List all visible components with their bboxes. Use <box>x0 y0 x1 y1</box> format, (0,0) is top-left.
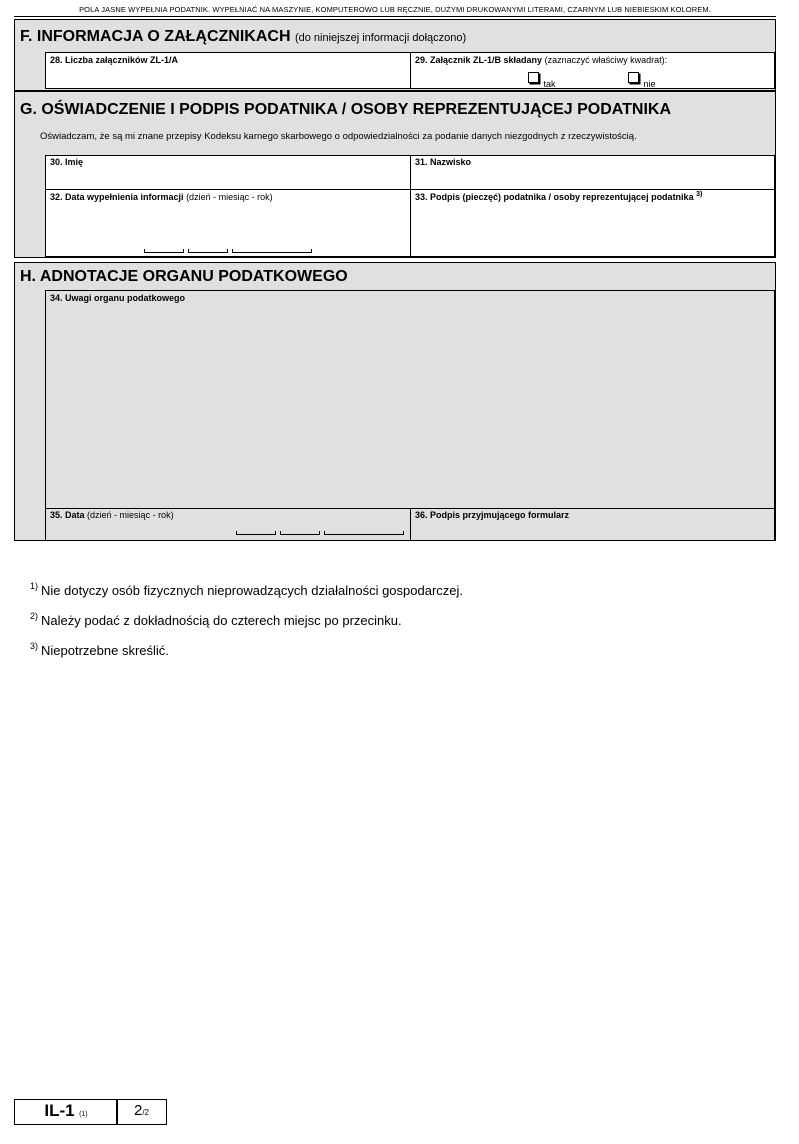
declaration-text: Oświadczam, że są mi znane przepisy Kodeksu karnego skarbowego o odpowiedzialności za podanie danych niezgodnych z rzeczywistością. <box>40 131 637 142</box>
field-31-label: 31. Nazwisko <box>415 157 472 167</box>
footnote-3 <box>30 641 169 658</box>
checkbox-no-option[interactable] <box>628 69 655 87</box>
section-f-note: (do niniejszej informacji dołączono) <box>294 32 467 44</box>
footnote-2-number: 2) <box>30 611 39 621</box>
page-number-box <box>116 1099 167 1125</box>
field-34-tax-office-notes <box>45 290 775 509</box>
field-35-year-box <box>324 531 404 535</box>
form-code-box <box>14 1099 118 1125</box>
field-33-label <box>415 191 702 202</box>
checkbox-yes[interactable] <box>528 72 539 83</box>
field-30-first-name[interactable] <box>45 155 411 190</box>
section-f-title <box>20 28 466 46</box>
checkbox-yes-option[interactable] <box>528 69 555 87</box>
page-number: 2 <box>133 1102 143 1119</box>
footnote-2-text: Należy podać z dokładnością do czterech miejsc po przecinku. <box>41 613 402 628</box>
field-32-label <box>50 192 273 202</box>
section-f-title-text: F. INFORMACJA O ZAŁĄCZNIKACH <box>20 28 291 45</box>
field-30-label: 30. Imię <box>50 157 84 167</box>
page-total: /2 <box>142 1108 149 1117</box>
field-32-day-box[interactable] <box>144 249 184 253</box>
checkbox-yes-label: tak <box>543 79 556 89</box>
field-33-footnote-ref: 3) <box>696 191 703 198</box>
field-28-label: 28. Liczba załączników ZL-1/A <box>50 55 179 65</box>
field-32-note: (dzień - miesiąc - rok) <box>186 192 273 202</box>
field-36-label: 36. Podpis przyjmującego formularz <box>415 510 570 520</box>
checkbox-no-label: nie <box>643 79 656 89</box>
field-34-label: 34. Uwagi organu podatkowego <box>50 293 186 303</box>
footnote-3-text: Niepotrzebne skreślić. <box>41 643 169 658</box>
field-35-month-box <box>280 531 320 535</box>
field-32-month-box[interactable] <box>188 249 228 253</box>
fill-instruction: POLA JASNE WYPEŁNIA PODATNIK. WYPEŁNIAĆ NA MASZYNIE, KOMPUTEROWO LUB RĘCZNIE, DUŻYMI DRUKOWANYMI LITERAMI, CZARNYM LUB NIEBIESKIM KOLOREM. <box>79 5 711 14</box>
field-29-note: (zaznaczyć właściwy kwadrat): <box>544 55 668 65</box>
footnote-1 <box>30 581 463 598</box>
form-code: IL-1 <box>44 1101 75 1120</box>
field-35-note: (dzień - miesiąc - rok) <box>87 510 174 520</box>
footnote-2 <box>30 611 402 628</box>
field-33-label-text: 33. Podpis (pieczęć) podatnika / osoby reprezentującej podatnika <box>415 192 694 202</box>
field-35-label-text: 35. Data <box>50 510 85 520</box>
field-29-label-text: 29. Załącznik ZL-1/B składany <box>415 55 543 65</box>
checkbox-no[interactable] <box>628 72 639 83</box>
form-version: (1) <box>79 1111 88 1118</box>
section-g-title: G. OŚWIADCZENIE I PODPIS PODATNIKA / OSOBY REPREZENTUJĄCEJ PODATNIKA <box>20 101 672 118</box>
field-35-label <box>50 510 174 520</box>
footnote-1-text: Nie dotyczy osób fizycznych nieprowadzących działalności gospodarczej. <box>41 583 464 598</box>
header-divider <box>14 16 776 17</box>
field-32-label-text: 32. Data wypełnienia informacji <box>50 192 184 202</box>
field-29-label <box>415 55 667 65</box>
footnote-1-number: 1) <box>30 581 39 591</box>
field-35-day-box <box>236 531 276 535</box>
footnote-3-number: 3) <box>30 641 39 651</box>
field-32-year-box[interactable] <box>232 249 312 253</box>
section-h-title: H. ADNOTACJE ORGANU PODATKOWEGO <box>20 268 348 285</box>
